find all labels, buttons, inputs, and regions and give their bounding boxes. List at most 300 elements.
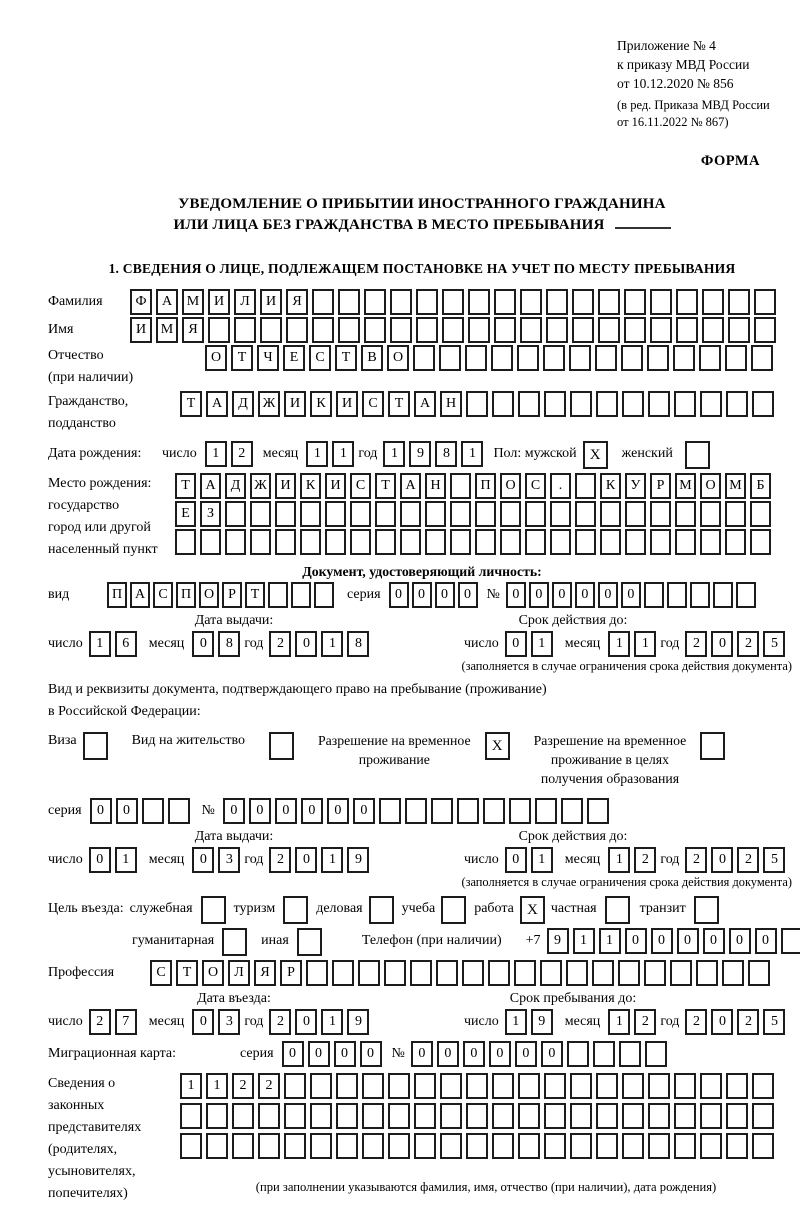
form-cell [440,1103,462,1129]
entry-day-cells [89,1009,141,1035]
form-cell: 8 [218,631,240,657]
form-cell [600,529,621,555]
form-cell [284,1103,306,1129]
permit-dates-headers [48,828,796,846]
form-cell: Ж [250,473,271,499]
permit-issue-month-cells [192,847,244,873]
form-cell [400,529,421,555]
form-cell: О [205,345,227,371]
form-cell: 0 [505,631,527,657]
form-cell [647,345,669,371]
form-cell: 0 [575,582,595,608]
form-cell: 2 [89,1009,111,1035]
form-cell: 2 [258,1073,280,1099]
form-cell [619,1041,641,1067]
form-cell: 1 [89,631,111,657]
form-cell: 0 [598,582,618,608]
form-cell [310,1133,332,1159]
form-cell: 1 [531,631,553,657]
temp-residence-edu-checkbox [700,732,725,760]
form-cell: 1 [634,631,656,657]
form-cell: 0 [116,798,138,824]
permit-number-cells [223,798,613,824]
form-cell [520,317,542,343]
form-cell [700,501,721,527]
form-cell: 0 [711,1009,733,1035]
form-cell [457,798,479,824]
form-cell [750,501,771,527]
doc-type-cells [107,582,337,608]
form-cell: 0 [89,847,111,873]
birthplace-block [48,473,796,561]
form-cell: 2 [685,847,707,873]
purpose-row2-phone [48,928,796,956]
form-cell: И [275,473,296,499]
form-cell [700,1103,722,1129]
form-cell: 9 [531,1009,553,1035]
form-cell: 8 [347,631,369,657]
form-cell [673,345,695,371]
profession-label: Профессия [48,965,115,980]
form-cell [291,582,311,608]
form-cell [208,317,230,343]
form-cell [570,1073,592,1099]
form-cell [648,1103,670,1129]
form-cell [466,391,488,417]
form-cell [667,582,687,608]
purpose-study-checkbox [441,896,466,924]
form-cell [700,1073,722,1099]
form-cell [702,289,724,315]
form-cell [462,960,484,986]
birth-date-row [48,441,796,469]
doc-exp-year-cells [685,631,789,657]
form-cell [622,391,644,417]
form-cell [364,317,386,343]
purpose-work-label: работа [474,901,514,916]
residence-permit-checkbox [269,732,294,760]
form-cell [625,529,646,555]
purpose-business-checkbox [369,896,394,924]
form-cell: 5 [763,847,785,873]
form-cell: Т [245,582,265,608]
form-cell [232,1133,254,1159]
form-cell [180,1133,202,1159]
entry-year-cells [269,1009,373,1035]
form-cell: Е [175,501,196,527]
form-cell: 0 [360,1041,382,1067]
form-cell [450,501,471,527]
form-cell [596,1133,618,1159]
form-cell [650,529,671,555]
form-cell [325,529,346,555]
residence-permit-label: Вид на жительство [131,733,245,748]
form-cell: 2 [685,631,707,657]
form-cell [468,289,490,315]
form-cell [546,289,568,315]
form-cell: 0 [295,1009,317,1035]
form-cell: М [675,473,696,499]
permit-issue-day-cells [89,847,141,873]
migcard-number-label: № [391,1046,405,1061]
purpose-business-label: деловая [316,901,363,916]
form-cell [414,1133,436,1159]
form-cell: Т [176,960,198,986]
form-cell: Т [180,391,202,417]
form-cell: 1 [332,441,354,467]
form-cell [696,960,718,986]
form-cell: 1 [180,1073,202,1099]
migcard-series-cells [282,1041,386,1067]
form-cell: 2 [231,441,253,467]
form-cell: 8 [435,441,457,467]
permit-valid-until-header: Срок действия до: [518,829,628,844]
residence-doc-line1: Вид и реквизиты документа, подтверждающего право на пребывание (проживание) [48,682,547,697]
form-cell [525,501,546,527]
sex-female-label: женский [621,446,673,461]
form-cell [572,317,594,343]
patronymic-row [48,345,796,389]
entry-date-header: Дата въезда: [197,991,271,1006]
form-cell: Р [222,582,242,608]
form-cell: П [475,473,496,499]
given-name-label: Имя [48,322,74,337]
form-cell [414,1073,436,1099]
form-cell [314,582,334,608]
form-cell [569,345,591,371]
form-cell [751,345,773,371]
form-cell [674,391,696,417]
permit-exp-year-cells [685,847,789,873]
form-label: ФОРМА [700,153,760,169]
form-cell [544,391,566,417]
migration-card-label: Миграционная карта: [48,1046,177,1061]
phone-prefix: +7 [525,933,541,948]
form-title [48,194,796,236]
form-cell [544,1133,566,1159]
sex-male-checkbox: X [583,441,608,469]
form-cell [518,1133,540,1159]
year-label: год [358,446,378,461]
form-cell [754,317,776,343]
form-cell: 9 [347,847,369,873]
form-cell [405,798,427,824]
form-cell: 2 [634,847,656,873]
form-cell [350,529,371,555]
form-cell [525,529,546,555]
birth-year-cells [383,441,487,467]
form-cell [492,1133,514,1159]
form-cell: А [130,582,150,608]
form-cell: И [284,391,306,417]
migcard-series-label: серия [240,1046,274,1061]
form-cell: 0 [541,1041,563,1067]
form-cell [416,317,438,343]
form-cell [168,798,190,824]
form-cell: О [500,473,521,499]
doc-valid-until-header: Срок действия до: [518,613,628,628]
form-cell: И [130,317,152,343]
stay-until-group: число 1 9 месяц 1 2 год 2 0 2 5 [464,1009,789,1035]
form-cell [425,501,446,527]
form-cell: 0 [621,582,641,608]
birthplace-label: Место рождения: государство город или другой населенный пункт [48,476,158,557]
form-cell [650,501,671,527]
form-cell [728,317,750,343]
doc-issue-year-cells [269,631,373,657]
form-cell: 1 [608,1009,630,1035]
form-cell [572,289,594,315]
form-cell: 0 [295,847,317,873]
representatives-row3-cells [180,1133,778,1159]
form-cell [648,391,670,417]
form-cell [550,501,571,527]
form-cell [725,345,747,371]
form-cell [674,1073,696,1099]
form-cell [466,1103,488,1129]
form-cell [596,391,618,417]
form-cell [728,289,750,315]
form-cell: А [206,391,228,417]
form-cell [234,317,256,343]
form-cell: 0 [389,582,409,608]
form-cell: 0 [353,798,375,824]
form-cell [475,501,496,527]
permit-validity-note: (заполняется в случае ограничения срока действия документа) [461,875,792,889]
purpose-tourism-label: туризм [233,901,276,916]
form-cell [388,1133,410,1159]
form-cell [388,1103,410,1129]
form-cell [258,1103,280,1129]
representatives-label: Сведения о законных представителях (родителях, усыновителях, попечителях) [48,1076,142,1201]
surname-cells [130,289,780,315]
form-cell: Л [234,289,256,315]
form-cell [260,317,282,343]
form-cell [644,960,666,986]
permit-dates-row [48,847,796,873]
form-cell [375,501,396,527]
permit-expiry-date-group: число 0 1 месяц 1 2 год 2 0 2 5 [464,847,789,873]
form-cell [595,345,617,371]
annex-line: к приказу МВД России [617,57,750,72]
doc-issue-date-group: число 1 6 месяц 0 8 год 2 0 1 8 [48,631,420,657]
annex-line: Приложение № 4 [617,38,716,53]
doc-number-cells [506,582,759,608]
stay-year-cells [685,1009,789,1035]
form-cell: 0 [505,847,527,873]
form-cell: 2 [269,847,291,873]
form-cell: Р [650,473,671,499]
given-name-cells [130,317,780,343]
purpose-study-label: учеба [401,901,436,916]
form-cell: Д [232,391,254,417]
purpose-humanitarian-label: гуманитарная [132,933,215,948]
representatives-cells [180,1073,778,1159]
form-cell [622,1133,644,1159]
form-cell [570,1133,592,1159]
form-cell: 7 [115,1009,137,1035]
form-cell [431,798,453,824]
form-cell [275,501,296,527]
form-cell [645,1041,667,1067]
form-cell [648,1073,670,1099]
form-cell [388,1073,410,1099]
form-cell [593,1041,615,1067]
temp-residence-checkbox: X [485,732,510,760]
doc-exp-day-cells [505,631,557,657]
doc-dates-headers [48,612,796,630]
purpose-private-label: частная [550,901,597,916]
annex-edit-line: от 16.11.2022 № 867) [617,115,729,129]
purpose-humanitarian-checkbox [222,928,247,956]
form-cell [494,289,516,315]
form-cell [466,1133,488,1159]
form-cell: 0 [249,798,271,824]
form-cell: С [150,960,172,986]
form-cell: 0 [192,1009,214,1035]
citizenship-label: Гражданство, подданство [48,394,129,431]
form-cell [514,960,536,986]
form-cell [338,317,360,343]
purpose-other-label: иная [261,933,289,948]
form-cell [142,798,164,824]
form-cell: Я [286,289,308,315]
form-cell [425,529,446,555]
form-cell: 0 [437,1041,459,1067]
form-cell [440,1133,462,1159]
form-cell [517,345,539,371]
form-cell [175,529,196,555]
form-cell: М [725,473,746,499]
birthplace-cells [175,473,775,555]
form-cell [492,391,514,417]
form-cell [492,1103,514,1129]
form-cell: 0 [412,582,432,608]
form-cell: К [310,391,332,417]
identity-doc-heading: Документ, удостоверяющий личность: [302,564,542,579]
purpose-work-checkbox: X [520,896,545,924]
form-cell [648,1133,670,1159]
form-cell: И [208,289,230,315]
form-cell [450,529,471,555]
purpose-official-checkbox [201,896,226,924]
purpose-other-checkbox [297,928,322,956]
section1-heading: 1. СВЕДЕНИЯ О ЛИЦЕ, ПОДЛЕЖАЩЕМ ПОСТАНОВКЕ НА УЧЕТ ПО МЕСТУ ПРЕБЫВАНИЯ [108,261,736,276]
permit-exp-month-cells [608,847,660,873]
form-cell [225,501,246,527]
birthplace-row2-cells [175,501,775,527]
form-cell [752,1073,774,1099]
permit-issue-year-cells [269,847,373,873]
form-cell: Ф [130,289,152,315]
doc-kind-label: вид [48,587,70,602]
form-cell: . [550,473,571,499]
form-cell [726,1073,748,1099]
form-cell [436,960,458,986]
form-cell [750,529,771,555]
form-cell [676,317,698,343]
form-cell [414,1103,436,1129]
purpose-tourism-checkbox [283,896,308,924]
form-cell: А [414,391,436,417]
form-cell [494,317,516,343]
form-cell: С [153,582,173,608]
form-cell [466,1073,488,1099]
title-blank-underline [615,215,671,229]
form-cell: 0 [223,798,245,824]
form-cell [540,960,562,986]
form-cell: 0 [515,1041,537,1067]
form-cell [336,1103,358,1129]
form-cell: Т [335,345,357,371]
form-cell: 2 [737,1009,759,1035]
form-cell: 0 [711,847,733,873]
form-cell: О [387,345,409,371]
phone-label: Телефон (при наличии) [361,933,502,948]
form-cell [312,289,334,315]
form-cell [752,391,774,417]
migcard-number-cells [411,1041,671,1067]
form-cell: 0 [327,798,349,824]
form-cell: 1 [115,847,137,873]
purpose-transit-label: транзит [639,901,686,916]
surname-label: Фамилия [48,294,103,309]
form-cell [491,345,513,371]
form-cell [587,798,609,824]
form-cell: 1 [383,441,405,467]
stay-until-header: Срок пребывания до: [509,991,637,1006]
form-cell: 1 [599,928,621,954]
temp-residence-edu-label: Разрешение на временное проживание в целях получения образования [533,733,687,786]
form-cell: М [156,317,178,343]
form-cell [312,317,334,343]
form-cell [284,1073,306,1099]
form-cell [625,501,646,527]
form-cell: И [325,473,346,499]
permit-issue-date-header: Дата выдачи: [194,829,274,844]
form-cell [362,1103,384,1129]
form-cell: 0 [435,582,455,608]
form-cell [350,501,371,527]
form-cell [500,529,521,555]
form-cell: 0 [192,631,214,657]
entry-dates-headers [48,990,796,1008]
annex-header [617,36,800,131]
form-cell [518,1073,540,1099]
form-cell: О [199,582,219,608]
form-cell [518,391,540,417]
form-cell [250,501,271,527]
form-cell: 2 [685,1009,707,1035]
form-cell [375,529,396,555]
form-cell [439,345,461,371]
patronymic-cells [205,345,777,371]
form-cell: 0 [729,928,751,954]
form-cell [676,289,698,315]
form-cell [400,501,421,527]
form-cell: 0 [308,1041,330,1067]
form-cell [644,582,664,608]
form-cell: О [700,473,721,499]
form-cell [258,1133,280,1159]
birth-month-cells [306,441,358,467]
form-cell: 6 [115,631,137,657]
form-cell [500,501,521,527]
form-cell [442,317,464,343]
permit-series-row [48,798,796,824]
form-cell [598,317,620,343]
form-cell: К [600,473,621,499]
